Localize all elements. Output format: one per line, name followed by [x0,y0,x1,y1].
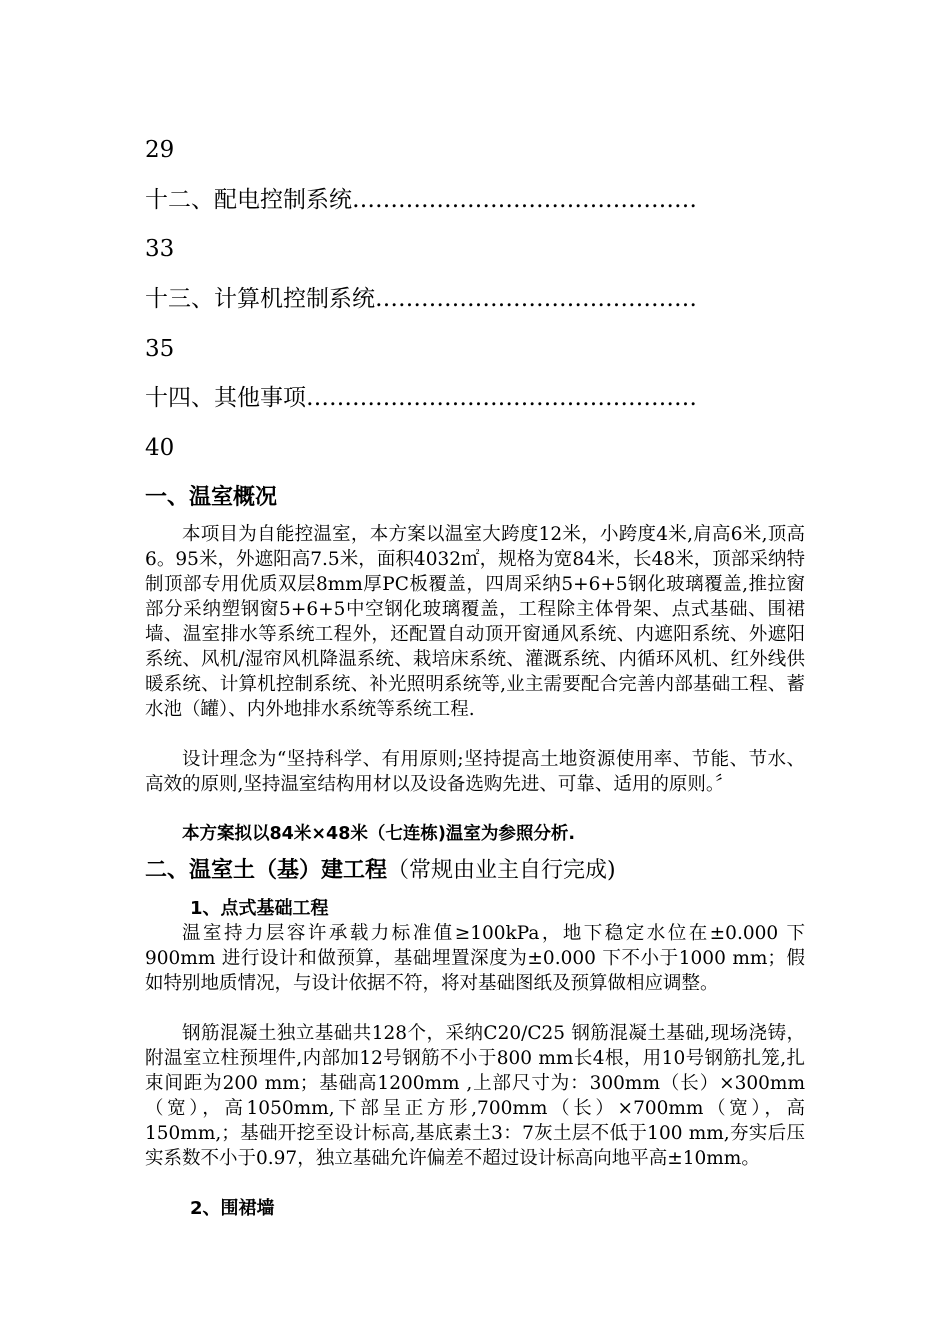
section-heading-civil-works [145,856,616,886]
toc-entry-power-control: 十二、配电控制系统……………………………………… [145,187,697,213]
paragraph-design-concept: 设计理念为“坚持科学、有用原则;坚持提高土地资源使用率、节能、节水、高效的原则,坚持温室结构用材以及设备选购先进、可靠、适用的原则。〞 [145,749,805,795]
paragraph-rc-foundation: 钢筋混凝土独立基础共128个，采纳C20/C25 钢筋混凝土基础,现场浇铸，附温室立柱预埋件,内部加12号钢筋不小于800 mm长4根，用10号钢筋扎笼,扎束间距为200 mm；基础高1200mm ,上部尺寸为：300mm（长）×300mm（宽），高1050mm,下部呈正方形,700mm（长）×700mm（宽），高150mm,；基础开挖至设计标高,基底素土3：7灰土层不低于100 mm,夯实后压实系数不小于0.97，独立基础允许偏差不超过设计标高向地平高±10mm。 [145,1023,805,1169]
paragraph-bearing-capacity: 温室持力层容许承载力标准值≥100kPa，地下稳定水位在±0.000 下900mm 进行设计和做预算，基础埋置深度为±0.000 下不小于1000 mm；假如特别地质情况，与设计依据不符，将对基础图纸及预算做相应调整。 [145,923,805,994]
paragraph-project-description: 本项目为自能控温室，本方案以温室大跨度12米，小跨度4米,肩高6米,顶高6。95米，外遮阳高7.5米，面积4032㎡，规格为宽84米，长48米，顶部采纳特制顶部专用优质双层8mm厚PC板覆盖，四周采纳5+6+5钢化玻璃覆盖,推拉窗部分采纳塑钢窗5+6+5中空钢化玻璃覆盖，工程除主体骨架、点式基础、围裙墙、温室排水等系统工程外，还配置自动顶开窗通风系统、内遮阳系统、外遮阳系统、风机/湿帘风机降温系统、栽培床系统、灌溉系统、内循环风机、红外线供暖系统、计算机控制系统、补光照明系统等,业主需要配合完善内部基础工程、蓄水池（罐）、内外地排水系统等系统工程. [145,524,805,720]
paragraph-reference-analysis: 本方案拟以84米×48米（七连栋)温室为参照分析. [182,824,576,844]
subheading-skirt-wall: 2、围裙墙 [190,1198,275,1219]
toc-page-number: 40 [145,435,175,461]
toc-page-number: 29 [145,137,175,163]
toc-entry-computer-control: 十三、计算机控制系统…………………………………… [145,286,697,312]
section-heading-overview: 一、温室概况 [145,485,278,510]
toc-entry-other-matters: 十四、其他事项…………………………………………… [145,385,697,411]
subheading-point-foundation: 1、点式基础工程 [190,898,329,919]
section-heading-civil-works-note: （常规由业主自行完成) [387,858,616,883]
toc-page-number: 33 [145,236,175,262]
toc-page-number: 35 [145,336,175,362]
section-heading-civil-works-title: 二、温室土（基）建工程 [145,858,388,883]
